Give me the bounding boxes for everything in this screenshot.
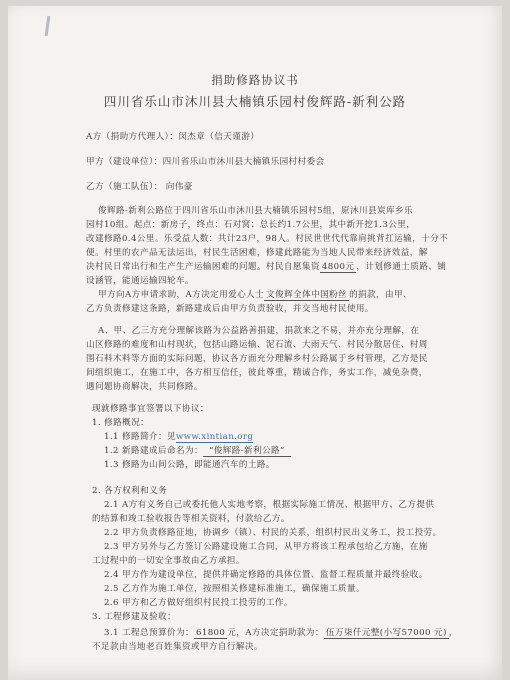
para1-line: 俊辉路-新利公路位于四川省乐山市沐川县大楠镇乐园村5组，原沐川县炭库乡乐 [98, 206, 413, 216]
para1-line: 改建修路0.4公里。乐受益人数：共计23户，98人。村民世世代代靠肩挑背扛运输，十分不 [86, 234, 449, 244]
section-1-3: 1.3 修路为山间公路，即能通汽车的土路。 [104, 460, 275, 470]
para3-line: 遇问题协商解决，共同修路。 [86, 382, 203, 392]
road-name: “俊辉路-新利公路” [203, 446, 291, 457]
section-1-1: 1.1 修路简介：见www.xintian.org [104, 432, 254, 442]
section-2-line: 2.2 甲方负责修路征地，协调乡（镇）、村民的关系，组织村民出义务工，投工投劳。 [104, 528, 442, 538]
section-2-title: 2. 各方权利和义务 [92, 486, 168, 496]
section-3-2: 不足款由当地老百姓集资或甲方自行解决。 [92, 642, 263, 652]
doc-subtitle: 四川省乐山市沐川县大楠镇乐园村俊辉路-新利公路 [103, 94, 407, 109]
para3-line: A、甲、乙三方充分理解该路为公益路善捐建，捐款来之不易，并亦充分理解，在 [98, 326, 420, 336]
section-2-line: 2.3 甲方另外与乙方签订公路建设施工合同，从甲方将该工程承包给乙方施，在施 [104, 542, 428, 552]
section-2-line: 2.1 A方有义务自己或委托他人实地考察，根据实际施工情况、根据甲方、乙方提供 [104, 500, 435, 510]
section-1-title: 1. 修路概况： [92, 418, 150, 428]
para2-line: 乙方负责修建这条路，新路建成后由甲方负责验收，并交当地村民使用。 [86, 304, 374, 314]
para3-line: 围石料木料等方面的实际问题，协议各方面充分理解乡村公路属于乡村管理，乙方是民 [86, 354, 428, 364]
section-3-1: 3.1 工程总预算价为： 61800 元，A方决定捐助款为： 伍万柒仟元整(小写57000 元) ， [104, 628, 458, 638]
section-2-line: 的结算和竣工验收报告等相关资料，付款给乙方。 [92, 514, 290, 524]
section-2-line: 2.6 甲方和乙方做好组织村民投工投劳的工作。 [104, 598, 293, 608]
budget-amount: 61800 [195, 628, 226, 638]
para1-line: 决村民日常出行和生产生产运输困难的问题。村民自愿集资 4800元 ，计划修通土质路、铺 [86, 262, 447, 272]
section-1-2: 1.2 新路建成后命名为： “俊辉路-新利公路” [104, 444, 291, 456]
donation-amount: 伍万柒仟元整(小写57000 元) [325, 628, 447, 638]
para3-line: 间组织施工，在施工中，各方相互信任，彼此尊重，精诚合作，务实工作，减免杂费， [86, 368, 428, 378]
para1-line: 便。村里的农产品无法运出，村民生活困难，修建此路能为当地人民带来经济效益，解 [86, 248, 428, 258]
website-link[interactable]: www.xintian.org [175, 432, 254, 442]
party-jia: 甲方（建设单位）：四川省乐山市沐川县大楠镇乐园村村委会 [86, 157, 325, 167]
section-2-line: 工过程中的一切安全事故由乙方承担。 [92, 556, 245, 566]
donor-name: 文俊辉全体中国粉丝 [266, 290, 348, 300]
section-2-line: 2.5 乙方作为施工单位，按照相关修建标准施工，确保施工质量。 [104, 584, 365, 594]
para2-line: 甲方向A方申请求助，A方决定用爱心人士 文俊辉全体中国粉丝 的捐款，由甲、 [98, 290, 413, 300]
fund-amount: 4800元 [321, 262, 355, 272]
para3-line: 山区修路的难度和山村现状，包括山路运输、泥石流、大雨天气、村民分散居住、村周 [86, 340, 428, 350]
para1-line: 设涵管，能通运输四轮车。 [86, 276, 194, 286]
party-yi: 乙方（施工队伍）： 向伟豪 [86, 182, 193, 192]
pen-mark [45, 16, 51, 36]
doc-title: 捐助修路协议书 [211, 73, 299, 87]
section-2-line: 2.4 甲方作为建设单位，提供并确定修路的具体位置、监督工程质量并最终验收。 [104, 570, 428, 580]
party-a: A方（捐助方代理人）：闵杰章（信天谨游） [86, 132, 260, 142]
para1-line: 园村10组。起点：新房子，终点：石对窝；总长约1.7公里，其中新开挖1.3公里， [86, 220, 416, 230]
document-page [8, 6, 502, 680]
agreement-intro: 现就修路事宜签署以下协议： [92, 404, 209, 414]
section-3-title: 3. 工程修建及验收： [92, 612, 177, 622]
